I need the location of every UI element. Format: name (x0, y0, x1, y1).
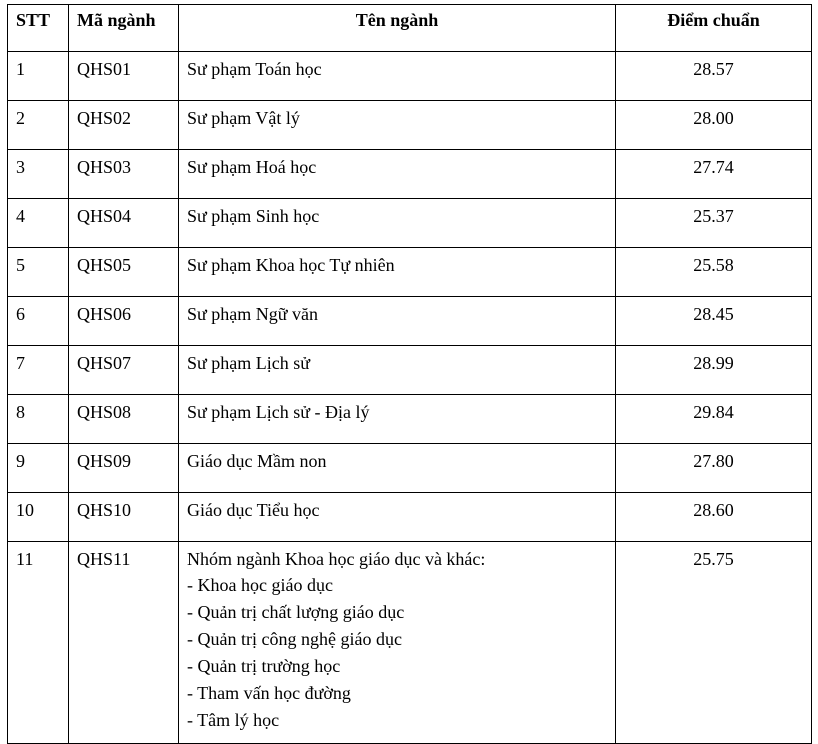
cell-stt: 1 (8, 52, 69, 101)
cell-cutoff-score: 28.57 (616, 52, 812, 101)
cell-major-code: QHS09 (69, 444, 179, 493)
cell-major-name: Sư phạm Hoá học (179, 150, 616, 199)
cell-major-code: QHS01 (69, 52, 179, 101)
table-row (8, 297, 812, 346)
cell-cutoff-score: 28.00 (616, 101, 812, 150)
cell-cutoff-score: 27.80 (616, 444, 812, 493)
cell-major-name: Sư phạm Ngữ văn (179, 297, 616, 346)
table-header-row (8, 5, 812, 52)
cell-major-code: QHS02 (69, 101, 179, 150)
table-row (8, 493, 812, 542)
admission-scores-table (7, 4, 812, 744)
list-item: - Tâm lý học (187, 710, 280, 730)
cell-stt: 11 (8, 542, 69, 744)
cell-major-code: QHS06 (69, 297, 179, 346)
table-row (8, 248, 812, 297)
cell-major-name: Sư phạm Toán học (179, 52, 616, 101)
cell-stt: 5 (8, 248, 69, 297)
table-row (8, 150, 812, 199)
list-item: - Quản trị trường học (187, 656, 341, 676)
cell-major-name: Giáo dục Tiểu học (179, 493, 616, 542)
table-row (8, 52, 812, 101)
major-group-title: Nhóm ngành Khoa học giáo dục và khác: (187, 549, 486, 569)
cell-cutoff-score: 27.74 (616, 150, 812, 199)
cell-major-name: Sư phạm Vật lý (179, 101, 616, 150)
cell-stt: 7 (8, 346, 69, 395)
cell-major-code: QHS07 (69, 346, 179, 395)
major-group-list (187, 572, 607, 734)
header-stt: STT (8, 5, 69, 52)
table-row (8, 101, 812, 150)
cell-cutoff-score: 25.58 (616, 248, 812, 297)
cell-cutoff-score: 28.99 (616, 346, 812, 395)
cell-major-code: QHS04 (69, 199, 179, 248)
cell-stt: 2 (8, 101, 69, 150)
cell-stt: 10 (8, 493, 69, 542)
list-item: - Quản trị công nghệ giáo dục (187, 629, 402, 649)
cell-major-code: QHS11 (69, 542, 179, 744)
table-row (8, 199, 812, 248)
cell-major-name: Sư phạm Sinh học (179, 199, 616, 248)
cell-major-name: Giáo dục Mầm non (179, 444, 616, 493)
cell-major-name: Sư phạm Lịch sử - Địa lý (179, 395, 616, 444)
table-row (8, 346, 812, 395)
cell-major-code: QHS03 (69, 150, 179, 199)
cell-stt: 9 (8, 444, 69, 493)
cell-cutoff-score: 28.60 (616, 493, 812, 542)
cell-cutoff-score: 29.84 (616, 395, 812, 444)
list-item: - Quản trị chất lượng giáo dục (187, 602, 405, 622)
cell-stt: 4 (8, 199, 69, 248)
cell-stt: 8 (8, 395, 69, 444)
list-item: - Khoa học giáo dục (187, 575, 333, 595)
table-row (8, 395, 812, 444)
cell-cutoff-score: 28.45 (616, 297, 812, 346)
table-row (8, 444, 812, 493)
cell-stt: 3 (8, 150, 69, 199)
header-major-code: Mã ngành (69, 5, 179, 52)
cell-major-code: QHS05 (69, 248, 179, 297)
cell-cutoff-score: 25.75 (616, 542, 812, 744)
cell-stt: 6 (8, 297, 69, 346)
cell-major-code: QHS10 (69, 493, 179, 542)
list-item: - Tham vấn học đường (187, 683, 351, 703)
header-major-name: Tên ngành (179, 5, 616, 52)
cell-cutoff-score: 25.37 (616, 199, 812, 248)
cell-major-name: Sư phạm Lịch sử (179, 346, 616, 395)
admission-scores-table-wrapper (7, 4, 811, 744)
cell-major-group (179, 542, 616, 744)
cell-major-code: QHS08 (69, 395, 179, 444)
header-cutoff-score: Điểm chuẩn (616, 5, 812, 52)
cell-major-name: Sư phạm Khoa học Tự nhiên (179, 248, 616, 297)
table-row-group (8, 542, 812, 744)
